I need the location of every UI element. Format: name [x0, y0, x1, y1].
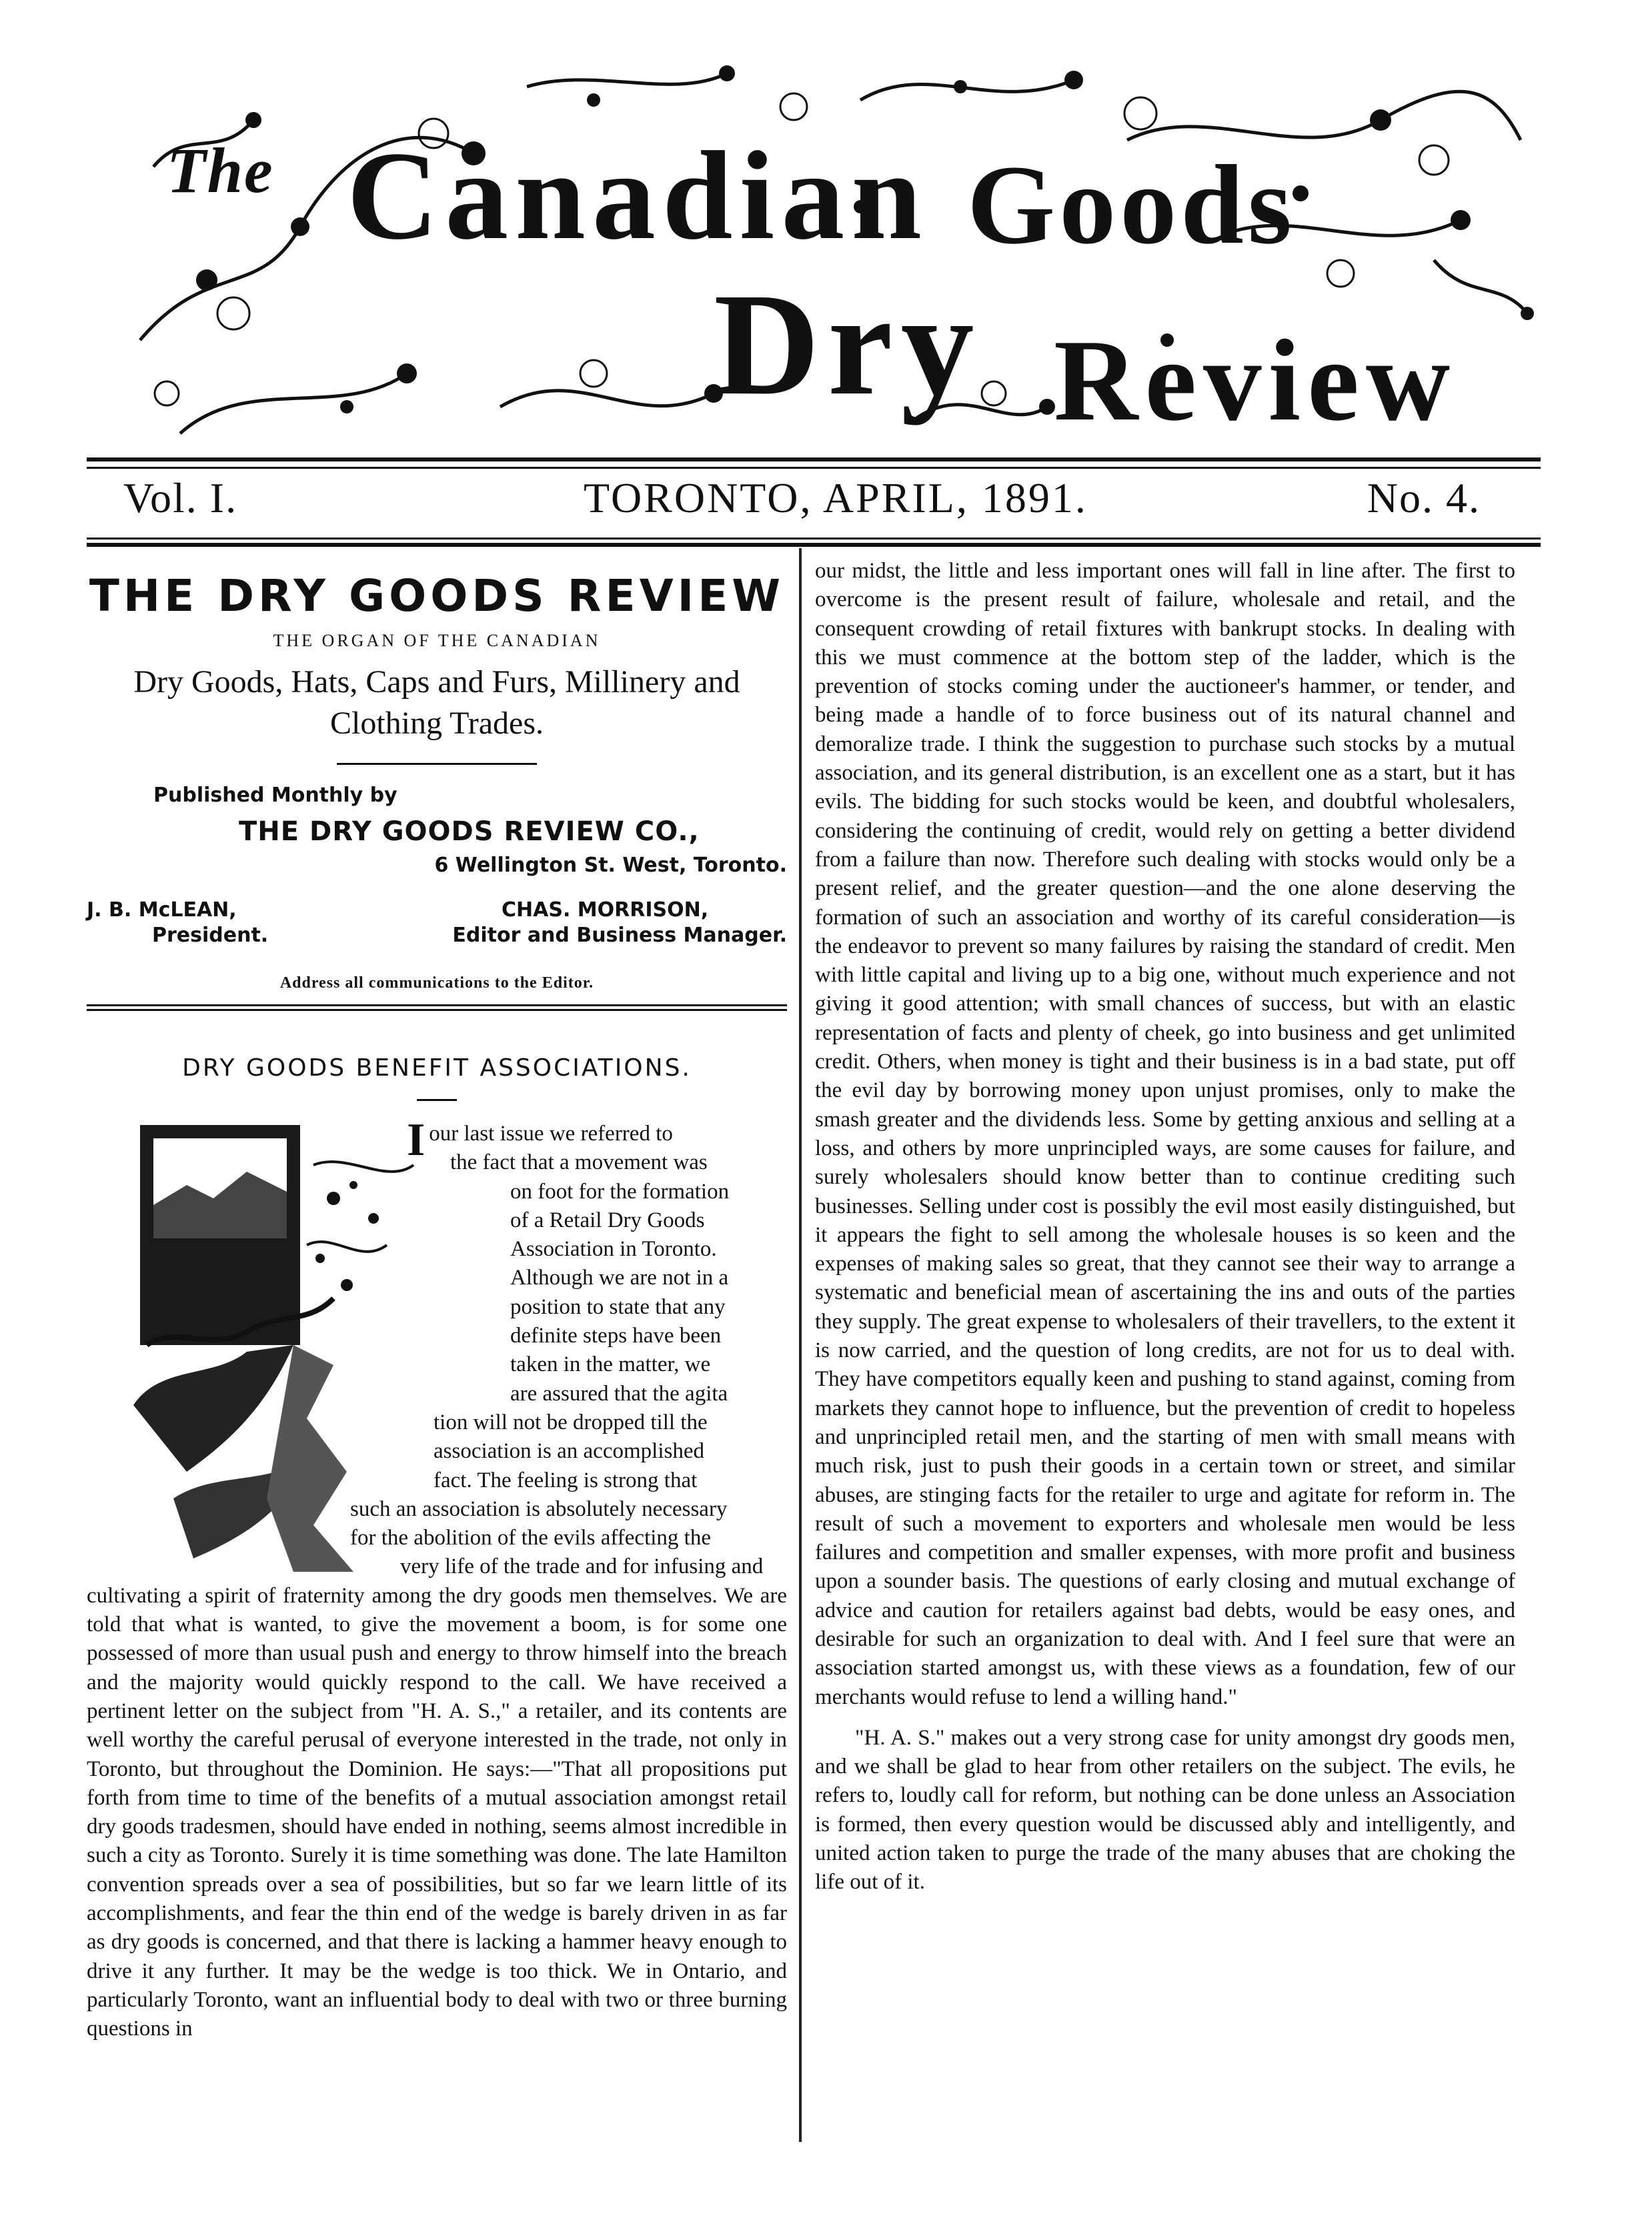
- masthead-canadian: Canadian: [347, 126, 929, 266]
- wrap-line: fact. The feeling is strong that: [434, 1468, 698, 1492]
- wrap-line: position to state that any: [510, 1294, 726, 1319]
- article-paragraph-closing: "H. A. S." makes out a very strong case for unity amongst dry goods men, and we shall be glad to hear from other retailers on the subject. The evils, he refers to, loudly call for reform, but nothing can be done unless an Association is formed, then every question would be discussed ably and intelligently, and united action taken to purge the trade of the many abuses that are choking the life out of it.: [815, 1725, 1515, 1895]
- divider: [337, 763, 537, 765]
- wrap-line: taken in the matter, we: [510, 1352, 711, 1377]
- president-title: President.: [152, 924, 269, 947]
- divider-short: [417, 1099, 457, 1101]
- wrap-line: on foot for the formation: [510, 1179, 730, 1204]
- wrap-line: for the abolition of the evils affecting the: [350, 1526, 711, 1550]
- president-name: J. B. McLEAN,: [87, 898, 237, 922]
- left-column: [87, 557, 787, 2220]
- organ-line: THE ORGAN OF THE CANADIAN: [273, 631, 601, 650]
- trades-line: Dry Goods, Hats, Caps and Furs, Millinery and Clothing Trades.: [133, 664, 740, 741]
- published-by: Published Monthly by: [153, 784, 397, 807]
- editor-name: CHAS. MORRISON,: [502, 898, 709, 922]
- column-divider: [799, 548, 802, 2142]
- masthead: [127, 60, 1534, 453]
- wrap-line: Although we are not in a: [510, 1266, 729, 1290]
- publisher-company: THE DRY GOODS REVIEW CO.,: [239, 816, 700, 847]
- issue-rule-thin: [87, 537, 1541, 539]
- wrap-line: are assured that the agita: [510, 1381, 728, 1406]
- wrap-line: of a Retail Dry Goods: [510, 1208, 705, 1232]
- volume-number: Vol. I.: [123, 474, 238, 521]
- wrap-line: Association in Toronto.: [510, 1237, 717, 1262]
- wrap-line: I our last issue we referred to: [407, 1114, 673, 1166]
- wrap-line: tion will not be dropped till the: [434, 1410, 708, 1434]
- wrap-line: association is an accomplished: [434, 1439, 704, 1464]
- article-paragraph: cultivating a spirit of fraternity among the dry goods men themselves. We are told that what is wanted, to give the movement a boom, is for some one possessed of more than usual push and energy to throw himself into the breach and the majority would quickly respond to the call. We have received a pertinent letter on the subject from "H. A. S.," a retailer, and its contents are well worthy the careful perusal of everyone interested in the trade, not only in Toronto, but throughout the Dominion. He says:—"That all propositions put forth from time to time of the benefits of a mutual association amongst retail dry goods tradesmen, should have ended in nothing, seems almost incredible in such a city as Toronto. Surely it is time something was done. The late Hamilton convention spreads over a sea of possibilities, but so far we learn little of its accomplishments, and fear the thin end of the wedge is barely driven in as far as dry goods is concerned, and that there is lacking a hammer heavy enough to drive it any further. It may be the wedge is too thick. We in Ontario, and particularly Toronto, want an influential body to deal with two or three burning questions in: [87, 1583, 787, 2041]
- wrap-line: such an association is absolutely necessary: [350, 1496, 728, 1521]
- masthead-dry: Dry: [714, 263, 982, 425]
- masthead-the: The: [167, 135, 274, 206]
- wrap-line: very life of the trade and for infusing and: [400, 1554, 764, 1579]
- masthead-goods: Goods: [967, 142, 1296, 267]
- issue-rule-thick: [87, 543, 1541, 547]
- wrap-line: the fact that a movement was: [450, 1150, 708, 1175]
- landscape-engraving-icon: [133, 1125, 447, 1572]
- officers: [87, 898, 787, 965]
- place-date: TORONTO, APRIL, 1891.: [584, 474, 1088, 521]
- right-column: [815, 557, 1515, 1897]
- article-paragraph-continued: our midst, the little and less important ones will fall in line after. The first to overcome is the present result of failure, wholesale and retail, and the consequent crowding of retail fixtures with bankrupt stocks. In dealing with this we must commence at the bottom step of the ladder, which is the prevention of stocks coming under the auctioneer's hammer, or tender, and being made a handle of to force business out of its natural channel and demoralize trade. I think the suggestion to purchase such stocks by a mutual association, and its general distribution, is an excellent one as a start, but it has evils. The bidding for such stocks would be keen, and doubtful wholesalers, considering the continuing of credit, would rely on getting a better dividend from a failure than now. Therefore such dealing with stocks would only be a present relief, and the greater question—and the one alone deserving the formation of such an association and worthy of its careful consideration—is the endeavor to prevent so many failures by raising the standard of credit. Men with little capital and living up to a big one, without much experience and not giving it good attention; with small chances of success, but with an elastic representation of facts and plenty of cheek, go into business and get unlimited credit. Others, when money is tight and their business is in a bad state, put off the evil day by borrowing money upon unjust promises, only to make the smash greater and the dividends less. Some by getting anxious and selling at a loss, and others by more unprincipled ways, are some causes for failure, and surely wholesalers should know better than to continue crediting such businesses. Selling under cost is possibly the evil most easily distinguished, but it appears the fight to sell among the wholesale houses is so keen and the expenses of making sales so great, that they cannot see their way to arrange a systematic and beneficial mean of ascertaining the ins and outs of the parties they supply. The great expense to wholesalers of their travellers, to the extent it is now carried, and the question of long credits, are not for us to deal with. They have competitors equally keen and pushing to stand against, coming from markets they cannot hope to influence, but the prevention of credit to hopeless and unprincipled retail men, and the starting of men with small means with much risk, just to push their goods in a certain town or street, and similar abuses, are stinging facts for the retailer to urge and agitate for reform in. The result of such a movement to exporters and wholesale men would be less failures and competition and smaller expenses, with more profit and business upon a sounder basis. The questions of early closing and mutual exchange of advice and caution for retailers against bad debts, would be easy ones, and desirable for such an organization to deal with. And I feel sure that were an association started amongst us, with these views as a foundation, few of our merchants would refuse to lend a willing hand.": [815, 559, 1515, 1709]
- article-body: [87, 1114, 787, 2220]
- top-rule-thick: [87, 457, 1541, 461]
- double-rule: [87, 1004, 787, 1006]
- top-rule-thin: [87, 467, 1541, 469]
- editor-title: Editor and Business Manager.: [452, 924, 787, 947]
- publication-title: THE DRY GOODS REVIEW: [89, 570, 785, 622]
- article-title: DRY GOODS BENEFIT ASSOCIATIONS.: [182, 1054, 692, 1082]
- drop-cap: I: [407, 1114, 426, 1166]
- address-notice: Address all communications to the Editor.: [279, 974, 594, 992]
- wrap-line: definite steps have been: [510, 1324, 722, 1348]
- issue-line: [87, 473, 1541, 527]
- publisher-address: 6 Wellington St. West, Toronto.: [434, 854, 787, 877]
- masthead-review: Review: [1054, 315, 1457, 445]
- issue-number: No. 4.: [1367, 474, 1481, 521]
